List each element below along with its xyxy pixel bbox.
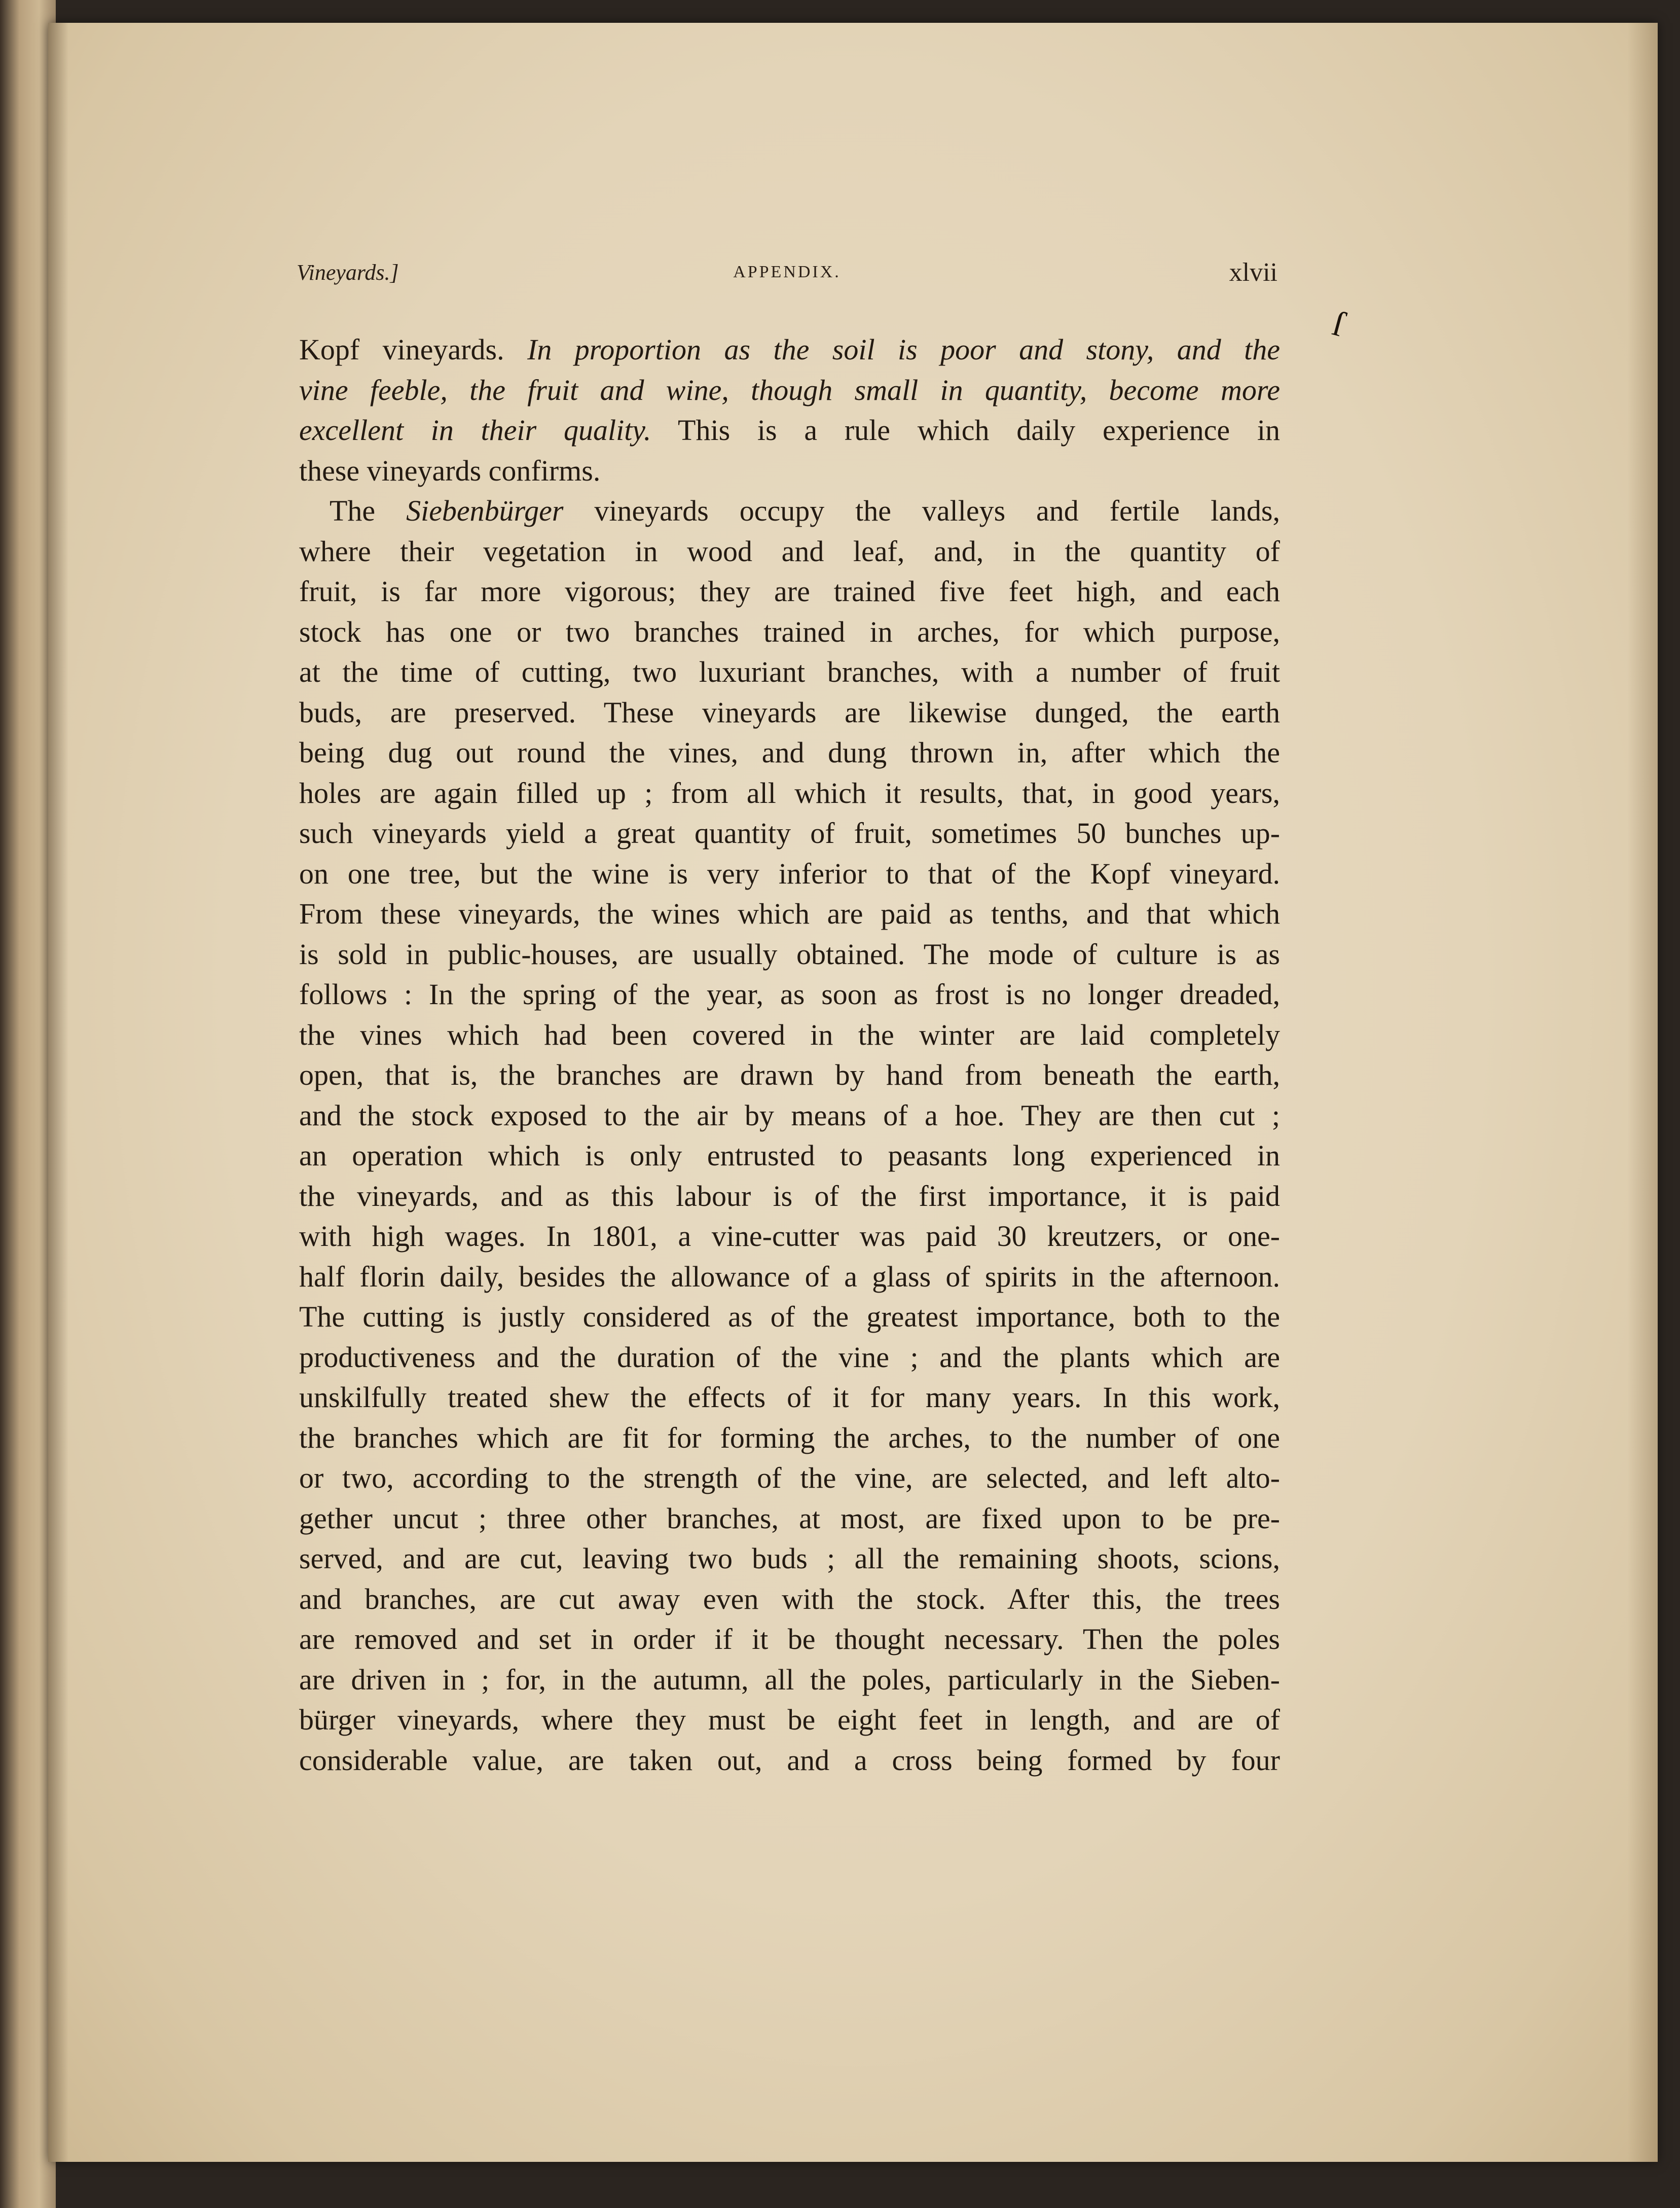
text-segment: with high wages. In 1801, a vine-cutter was paid 30 kreutzers, or one-: [299, 1220, 1280, 1253]
text-segment: served, and are cut, leaving two buds ; all the remaining shoots, scions,: [299, 1542, 1280, 1575]
text-line: [299, 571, 1280, 612]
text-segment: half florin daily, besides the allowance of a glass of spirits in the afternoon.: [299, 1260, 1280, 1293]
text-line: [299, 1700, 1280, 1740]
ink-mark: ſ: [1328, 304, 1348, 345]
text-segment: are removed and set in order if it be thought necessary. Then the poles: [299, 1623, 1280, 1655]
text-line: [299, 1095, 1280, 1136]
text-line: [299, 370, 1280, 411]
text-segment: where their vegetation in wood and leaf, and, in the quantity of: [299, 534, 1280, 568]
text-line: [299, 692, 1280, 733]
text-line: [299, 1579, 1280, 1620]
italic-text-segment: excellent in their quality.: [299, 414, 651, 447]
text-segment: on one tree, but the wine is very inferior to that of the Kopf vineyard.: [299, 857, 1280, 890]
text-line: [299, 1055, 1280, 1095]
text-line: [299, 1015, 1280, 1055]
text-line: [299, 1498, 1280, 1539]
text-segment: and branches, are cut away even with the stock. After this, the trees: [299, 1582, 1280, 1615]
text-line: [299, 1176, 1280, 1217]
text-segment: open, that is, the branches are drawn by hand from beneath the earth,: [299, 1058, 1280, 1091]
text-segment: unskilfully treated shew the effects of it for many years. In this work,: [299, 1381, 1280, 1414]
text-line: [299, 410, 1280, 451]
text-line: [299, 1458, 1280, 1498]
text-line: [299, 1538, 1280, 1579]
text-segment: the vines which had been covered in the winter are laid completely: [299, 1018, 1280, 1051]
text-segment: fruit, is far more vigorous; they are trained five feet high, and each: [299, 575, 1280, 608]
text-segment: the vineyards, and as this labour is of the first importance, it is paid: [299, 1179, 1280, 1212]
running-header: [297, 260, 1277, 295]
text-segment: gether uncut ; three other branches, at most, are fixed upon to be pre-: [299, 1501, 1280, 1535]
text-line: [299, 1337, 1280, 1378]
text-segment: The cutting is justly considered as of the greatest importance, both to the: [299, 1300, 1280, 1333]
text-line: [299, 854, 1280, 894]
text-segment: and the stock exposed to the air by means of a hoe. They are then cut ;: [299, 1098, 1280, 1132]
text-segment: productiveness and the duration of the vine ; and the plants which are: [299, 1340, 1280, 1374]
page-gutter-shadow: [48, 23, 68, 2162]
facing-page-edge: [0, 0, 56, 2208]
text-line: [299, 1740, 1280, 1781]
italic-text-segment: Siebenbürger: [406, 494, 564, 527]
body-text: [299, 329, 1280, 1780]
text-segment: vineyards occupy the valleys and fertile lands,: [563, 494, 1280, 527]
text-line: [299, 531, 1280, 572]
text-line: [299, 894, 1280, 934]
text-segment: or two, according to the strength of the vine, are selected, and left alto-: [299, 1461, 1280, 1494]
text-segment: are driven in ; for, in the autumn, all the poles, particularly in the Sieben-: [299, 1663, 1280, 1696]
text-segment: bürger vineyards, where they must be eight feet in length, and are of: [299, 1703, 1280, 1736]
text-line: [299, 1619, 1280, 1660]
header-title: APPENDIX.: [733, 263, 841, 281]
text-segment: From these vineyards, the wines which are paid as tenths, and that which: [299, 897, 1280, 930]
text-line: [299, 934, 1280, 975]
text-segment: being dug out round the vines, and dung thrown in, after which the: [299, 736, 1280, 769]
text-line: [299, 1297, 1280, 1337]
text-segment: an operation which is only entrusted to peasants long experienced in: [299, 1139, 1280, 1172]
text-segment: Kopf vineyards.: [299, 333, 528, 366]
text-line: [299, 1257, 1280, 1297]
text-segment: is sold in public-houses, are usually obtained. The mode of culture is as: [299, 937, 1280, 971]
text-segment: follows : In the spring of the year, as soon as frost is no longer dreaded,: [299, 978, 1280, 1011]
text-line: [299, 732, 1280, 773]
text-line: [299, 1135, 1280, 1176]
page-number: xlvii: [1229, 258, 1277, 287]
text-segment: stock has one or two branches trained in arches, for which purpose,: [299, 615, 1280, 648]
section-title: Vineyards.]: [297, 260, 399, 285]
text-line: [299, 329, 1280, 370]
text-line: [299, 1216, 1280, 1257]
italic-text-segment: vine feeble, the fruit and wine, though small in quantity, become more: [299, 373, 1280, 407]
text-segment: considerable value, are taken out, and a cross being formed by four: [299, 1743, 1280, 1777]
text-line: [299, 491, 1280, 531]
text-line: [299, 974, 1280, 1015]
text-line: [299, 773, 1280, 814]
text-line: [299, 813, 1280, 854]
text-line: [299, 1377, 1280, 1418]
text-segment: such vineyards yield a great quantity of fruit, sometimes 50 bunches up-: [299, 817, 1280, 850]
text-segment: these vineyards confirms.: [299, 454, 601, 487]
text-line: [299, 451, 1280, 491]
text-segment: at the time of cutting, two luxuriant branches, with a number of fruit: [299, 655, 1280, 688]
text-segment: holes are again filled up ; from all which it results, that, in good years,: [299, 776, 1280, 809]
text-segment: This is a rule which daily experience in: [651, 414, 1280, 447]
text-line: [299, 652, 1280, 692]
text-segment: the branches which are fit for forming the arches, to the number of one: [299, 1421, 1280, 1454]
text-line: [299, 612, 1280, 652]
text-segment: The: [330, 494, 407, 527]
italic-text-segment: In proportion as the soil is poor and stony, and the: [527, 333, 1280, 366]
text-line: [299, 1660, 1280, 1700]
text-segment: buds, are preserved. These vineyards are likewise dunged, the earth: [299, 695, 1280, 729]
text-line: [299, 1418, 1280, 1458]
